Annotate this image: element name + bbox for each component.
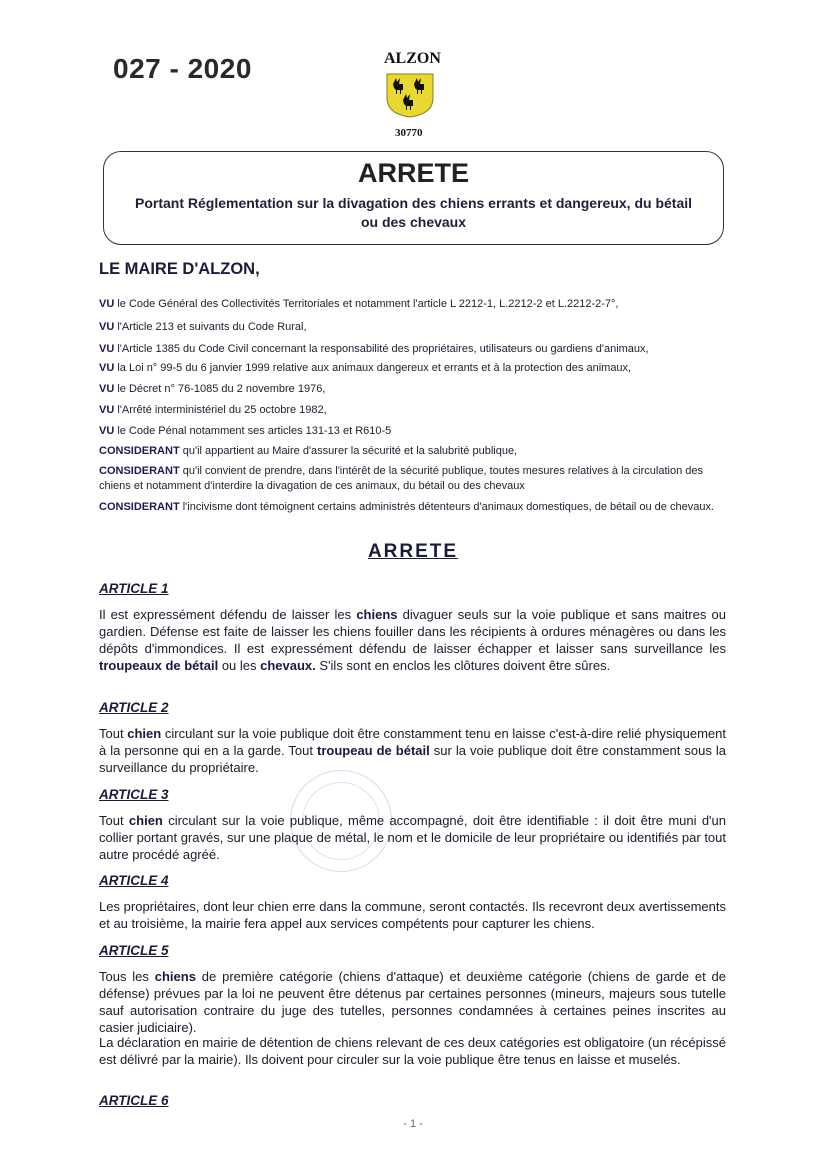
subtitle-line-2: ou des chevaux: [360, 214, 467, 230]
subtitle-line-1: Portant Réglementation sur la divagation des chiens errants et dangereux, du bétail: [134, 195, 693, 211]
title-box: [103, 151, 724, 245]
article-title: ARTICLE 4: [99, 873, 169, 888]
article-text: Les propriétaires, dont leur chien erre dans la commune, seront contactés. Ils recevront deux avertissements et au troisième, la mairie fera appel aux services compétents pour capturer les chiens.: [99, 899, 726, 931]
article-text: La déclaration en mairie de détention de chiens relevant de ces deux catégories est obligatoire (un récépissé est délivré par la mairie). Ils doivent pour circuler sur la voie publique être tenus en laisse et muselés.: [99, 1035, 726, 1067]
coat-of-arms-icon: [385, 72, 435, 118]
article-text: Tous les chiens de première catégorie (chiens d'attaque) et deuxième catégorie (chiens de garde et de défense) prévues par la loi ne peuvent être détenus par certaines personnes (mineurs, majeurs sous tutelle sauf autorisation contraire du juge des tutelles, personnes condamnées à certaines peines inscrites au casier judiciaire).: [99, 969, 726, 1035]
page-number: - 1 -: [403, 1118, 423, 1130]
arrete-heading: ARRETE: [367, 541, 459, 562]
considerant-item: CONSIDERANT qu'il appartient au Maire d'assurer la sécurité et la salubrité publique,: [99, 445, 518, 457]
vu-item: VU le Décret n° 76-1085 du 2 novembre 1976,: [99, 383, 326, 395]
vu-item: VU l'Article 213 et suivants du Code Rural,: [99, 321, 307, 333]
document-title: ARRETE: [357, 158, 469, 188]
considerant-item: CONSIDERANT qu'il convient de prendre, dans l'intérêt de la sécurité publique, toutes mesures relatives à la circulation des chiens et notamment d'interdire la divagation de ces animaux, du bétail ou des chevaux: [99, 465, 703, 492]
article-text: Tout chien circulant sur la voie publique doit être constamment tenu en laisse c'est-à-dire relié physiquement à la personne qui en a la garde. Tout troupeau de bétail sur la voie publique doit être constamment sous la surveillance du propriétaire.: [99, 726, 726, 775]
article-title: ARTICLE 2: [99, 700, 169, 715]
mayor-heading: LE MAIRE D'ALZON,: [99, 260, 260, 278]
commune-name: ALZON: [384, 50, 441, 67]
vu-item: VU le Code Général des Collectivités Territoriales et notamment l'article L 2212-1, L.2212-2 et L.2212-2-7°,: [99, 298, 619, 310]
article-title: ARTICLE 5: [99, 943, 169, 958]
article-title: ARTICLE 1: [99, 581, 169, 596]
document-reference: 027 - 2020: [113, 53, 252, 84]
vu-item: VU l'Arrêté interministériel du 25 octobre 1982,: [99, 404, 327, 416]
document-subtitle: [114, 194, 713, 232]
article-title: ARTICLE 3: [99, 787, 169, 802]
vu-item: VU la Loi n° 99-5 du 6 janvier 1999 relative aux animaux dangereux et errants et à la protection des animaux,: [99, 362, 632, 374]
article-text: Il est expressément défendu de laisser les chiens divaguer seuls sur la voie publique et sans maitres ou gardien. Défense est faite de laisser les chiens fouiller dans les récipients à ordures ménagères ou dans les dépôts d'immondices. Il est expressément défendu de laisser échapper et laisser sans surveillance les troupeaux de bétail ou les chevaux. S'ils sont en enclos les clôtures doivent être sûres.: [99, 607, 726, 673]
article-text: Tout chien circulant sur la voie publique, même accompagné, doit être identifiable : il doit être muni d'un collier portant gravés, sur une plaque de métal, le nom et le domicile de leur propriétaire ou identifiés par tout autre procédé agréé.: [99, 813, 727, 862]
considerant-item: CONSIDERANT l'incivisme dont témoignent certains administrés détenteurs d'animaux domestiques, de bétail ou de chevaux.: [99, 501, 714, 513]
postcode: 30770: [395, 127, 423, 139]
vu-item: VU l'Article 1385 du Code Civil concernant la responsabilité des propriétaires, utilisateurs ou gardiens d'animaux,: [99, 343, 649, 355]
vu-item: VU le Code Pénal notamment ses articles 131-13 et R610-5: [99, 425, 392, 437]
article-title: ARTICLE 6: [99, 1093, 169, 1108]
